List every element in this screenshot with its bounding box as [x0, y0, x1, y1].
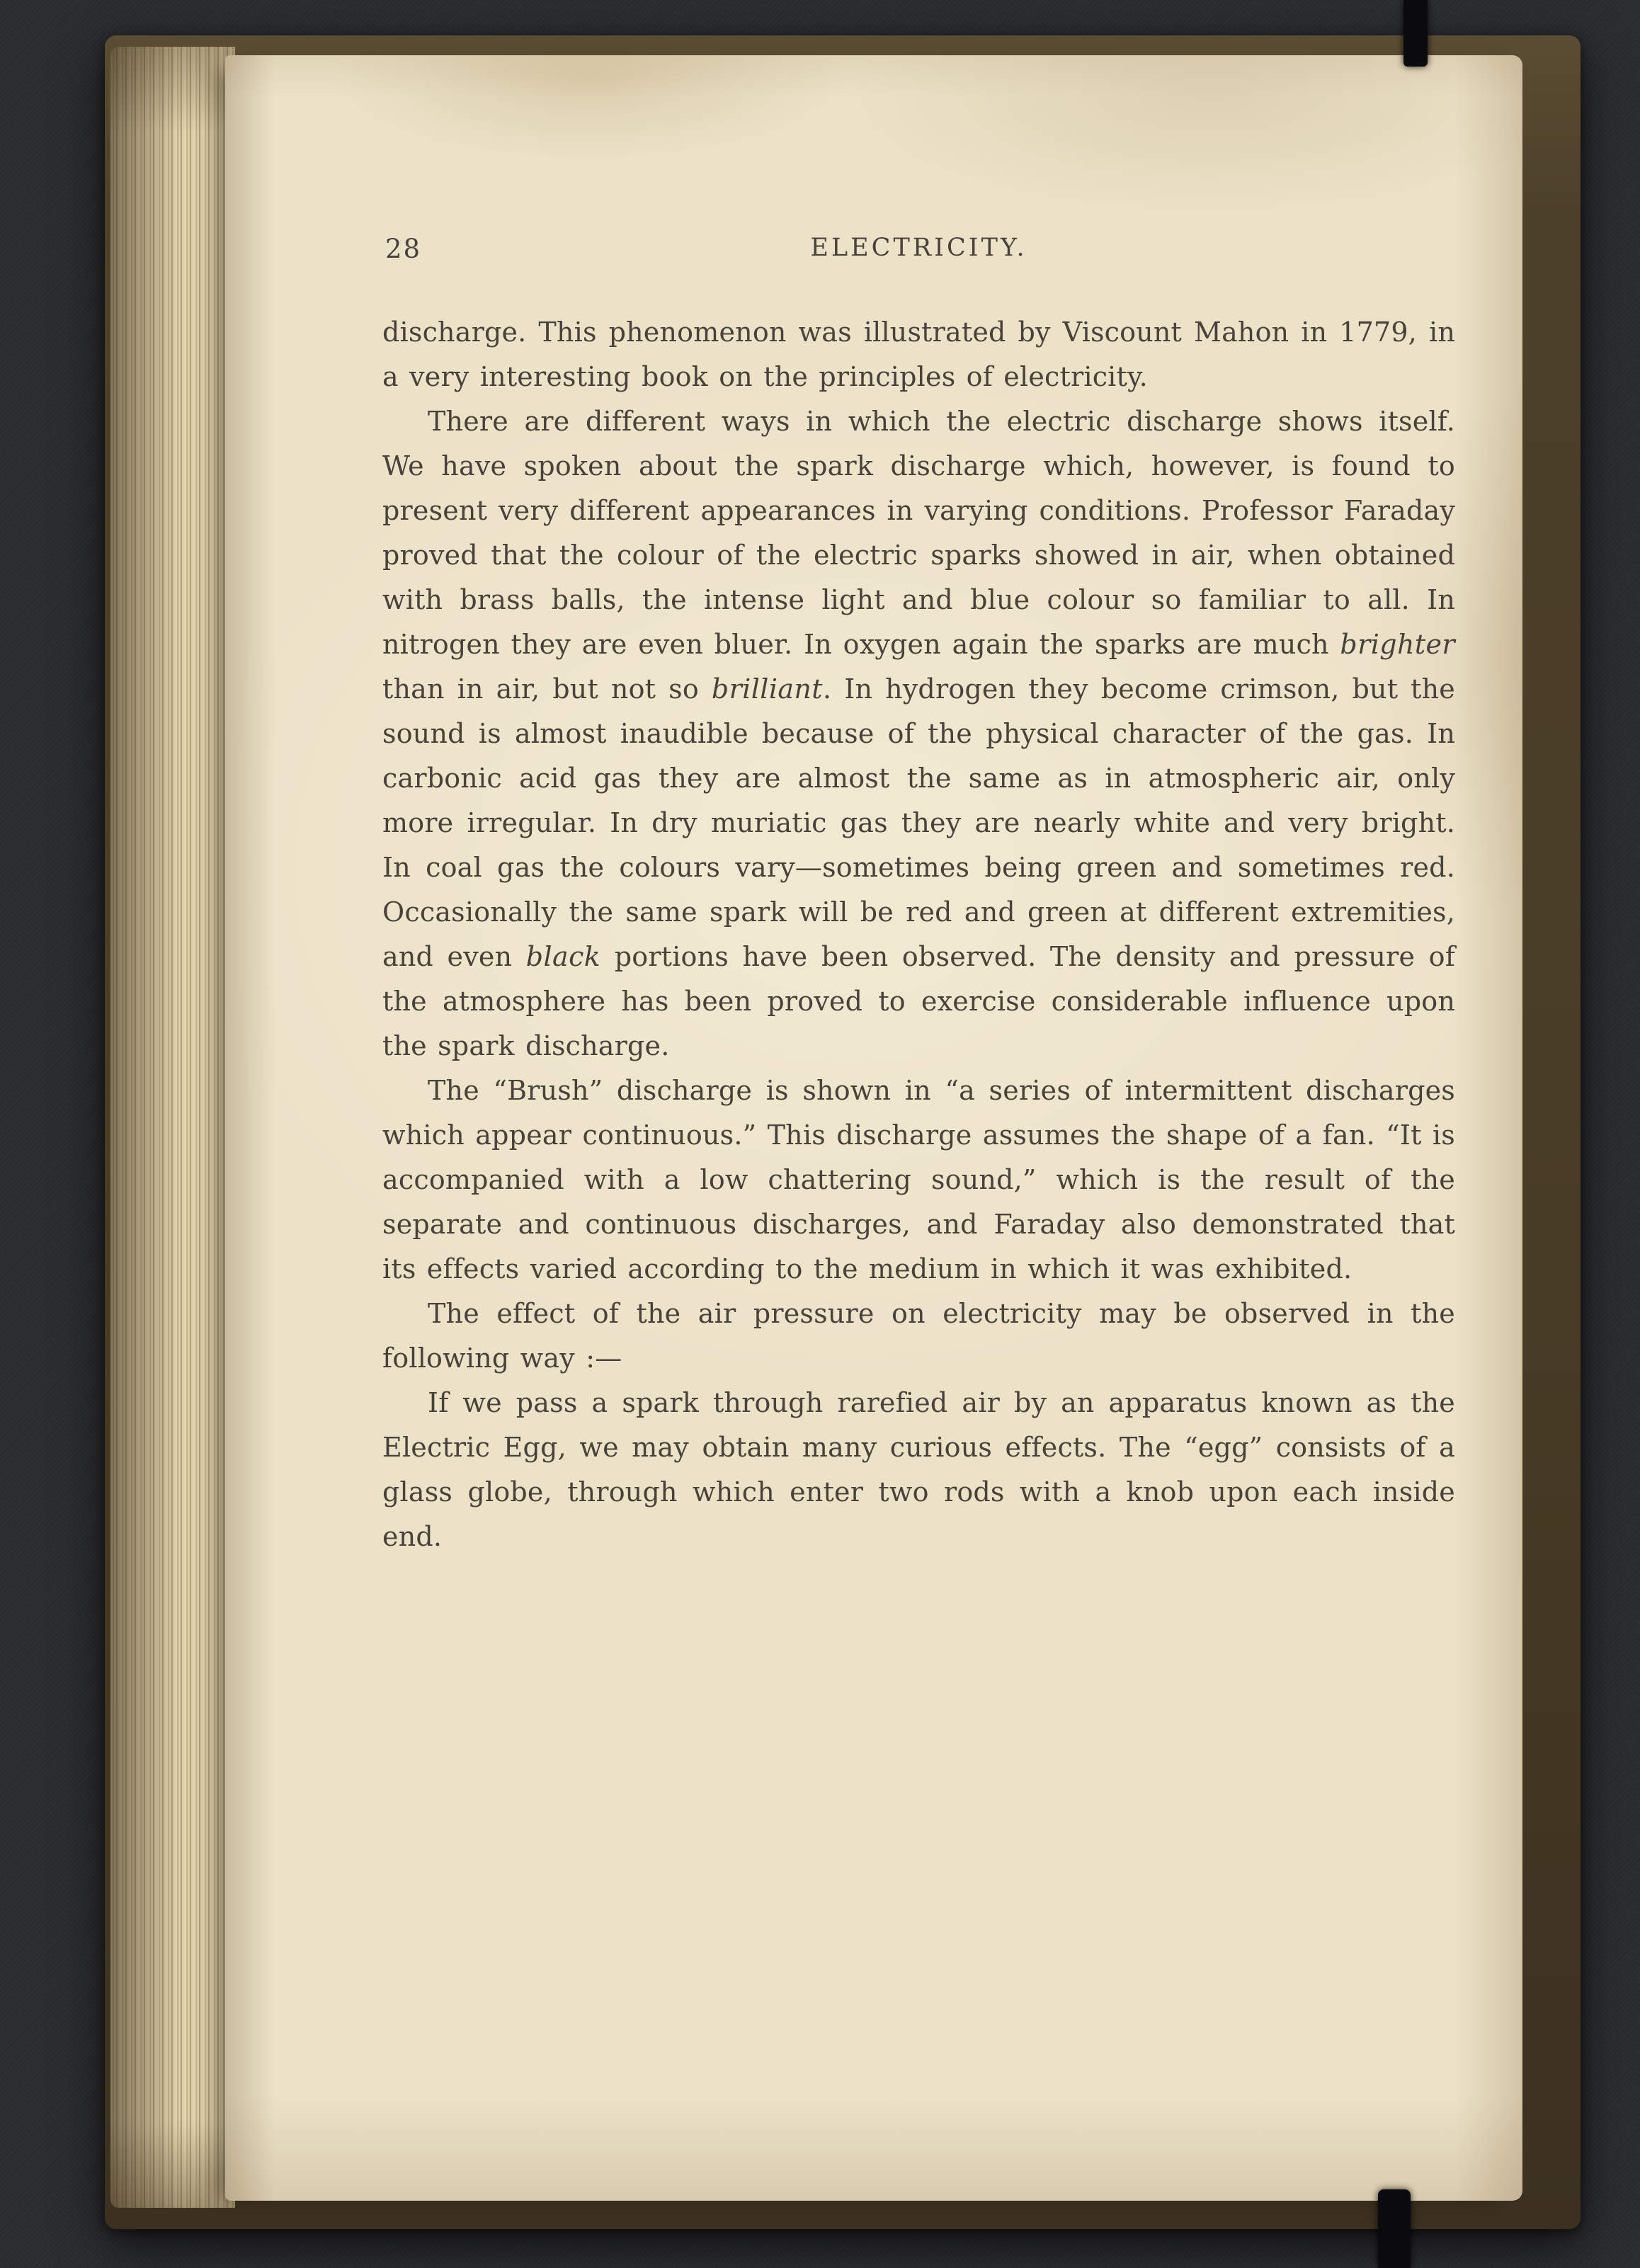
text-segment: The “Brush” discharge is shown in “a series of intermittent discharges which appear continuous.” This discharge assumes the shape of a fan. “It is accompanied with a low chattering sound,” which is the result of the separate and continuous discharges, and Faraday also demonstrated that its effects varied according to the medium in which it was exhibited.	[382, 1075, 1455, 1284]
text-segment: portions have been observed. The density and pressure of the atmosphere has been proved to exercise considerable influence upon the spark discharge.	[382, 941, 1455, 1061]
page-edges-stack	[110, 47, 235, 2208]
text-segment: discharge. This phenomenon was illustrated by Viscount Mahon in 1779, in a very interesting book on the principles of electricity.	[382, 317, 1455, 392]
text-body	[382, 310, 1455, 1559]
book-stand-bar-bottom	[1378, 2189, 1411, 2268]
paragraph	[382, 399, 1455, 1069]
book	[105, 35, 1581, 2229]
book-stand-bar-top	[1403, 0, 1428, 67]
italic-text: black	[525, 941, 601, 972]
paragraph	[382, 1292, 1455, 1381]
paragraph	[382, 1381, 1455, 1559]
running-header: ELECTRICITY.	[810, 234, 1027, 262]
page-number: 28	[385, 234, 422, 264]
text-segment: The effect of the air pressure on electricity may be observed in the following way :—	[382, 1298, 1455, 1374]
text-segment: . In hydrogen they become crimson, but the sound is almost inaudible because of the physical character of the gas. In carbonic acid gas they are almost the same as in atmospheric air, only more irregular. In dry muriatic gas they are nearly white and very bright. In coal gas the colours vary—sometimes being green and sometimes red. Occasionally the same spark will be red and green at different extremities, and even	[382, 673, 1455, 972]
page-header	[382, 234, 1455, 268]
text-area	[382, 234, 1455, 1559]
paragraph	[382, 310, 1455, 399]
text-segment: than in air, but not so	[382, 673, 712, 705]
paragraph	[382, 1069, 1455, 1292]
book-page	[225, 55, 1522, 2201]
italic-text: brighter	[1340, 629, 1455, 660]
text-segment: If we pass a spark through rarefied air by an apparatus known as the Electric Egg, we may obtain many curious effects. The “egg” consists of a glass globe, through which enter two rods with a knob upon each inside end.	[382, 1387, 1455, 1552]
text-segment: There are different ways in which the electric discharge shows itself. We have spoken about the spark discharge which, however, is found to present very different appearances in varying conditions. Professor Faraday proved that the colour of the electric sparks showed in air, when obtained with brass balls, the intense light and blue colour so familiar to all. In nitrogen they are even bluer. In oxygen again the sparks are much	[382, 406, 1455, 660]
italic-text: brilliant	[711, 673, 823, 705]
